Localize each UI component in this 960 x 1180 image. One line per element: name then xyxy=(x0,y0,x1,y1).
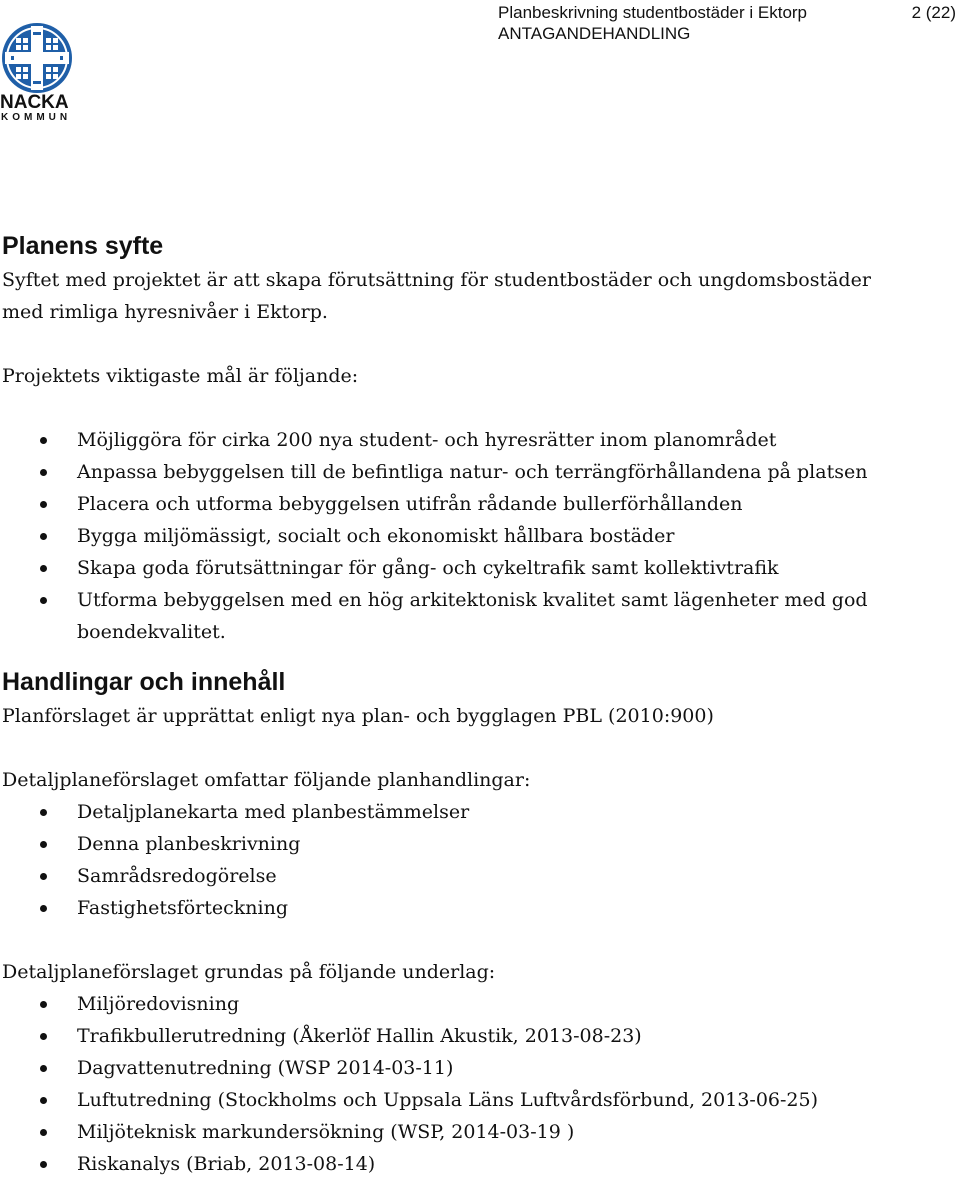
law-paragraph: Planförslaget är upprättat enligt nya plan- och bygglagen PBL (2010:900) xyxy=(2,705,714,727)
bullet-icon xyxy=(40,437,47,444)
list-item: Skapa goda förutsättningar för gång- och cykeltrafik samt kollektivtrafik xyxy=(2,552,952,584)
page-number: 2 (22) xyxy=(911,3,956,22)
bullet-icon xyxy=(40,873,47,880)
bullet-icon xyxy=(40,565,47,572)
list-item: Placera och utforma bebyggelsen utifrån rådande bullerförhållanden xyxy=(2,488,952,520)
list-item: Anpassa bebyggelsen till de befintliga natur- och terrängförhållandena på platsen xyxy=(2,456,952,488)
basis-list xyxy=(2,988,952,1180)
bullet-icon xyxy=(40,597,47,604)
document-status: ANTAGANDEHANDLING xyxy=(498,24,691,43)
bullet-icon xyxy=(40,1033,47,1040)
bullet-icon xyxy=(40,533,47,540)
list-item: Fastighetsförteckning xyxy=(2,892,952,924)
bullet-icon xyxy=(40,1129,47,1136)
list-item: Miljöredovisning xyxy=(2,988,952,1020)
basis-intro: Detaljplaneförslaget grundas på följande underlag: xyxy=(2,961,496,983)
bullet-icon xyxy=(40,905,47,912)
docs-intro: Detaljplaneförslaget omfattar följande planhandlingar: xyxy=(2,769,531,791)
bullet-icon xyxy=(40,1001,47,1008)
list-item: Möjliggöra för cirka 200 nya student- och hyresrätter inom planområdet xyxy=(2,424,952,456)
bullet-icon xyxy=(40,1161,47,1168)
list-item: Miljöteknisk markundersökning (WSP, 2014-03-19 ) xyxy=(2,1116,952,1148)
bullet-icon xyxy=(40,1097,47,1104)
section-heading-planens-syfte: Planens syfte xyxy=(2,232,164,260)
intro-paragraph-line1: Syftet med projektet är att skapa förutsättning för studentbostäder och ungdomsbostäder xyxy=(2,269,871,291)
bullet-icon xyxy=(40,469,47,476)
list-item-continuation: boendekvalitet. xyxy=(77,621,226,643)
document-title: Planbeskrivning studentbostäder i Ektorp xyxy=(498,3,808,22)
section-heading-handlingar: Handlingar och innehåll xyxy=(2,668,286,696)
bullet-icon xyxy=(40,809,47,816)
logo-subtitle: KOMMUN xyxy=(1,112,72,123)
list-item: Riskanalys (Briab, 2013-08-14) xyxy=(2,1148,952,1180)
logo-name: NACKA xyxy=(0,92,69,113)
goals-intro: Projektets viktigaste mål är följande: xyxy=(2,365,359,387)
list-item: Samrådsredogörelse xyxy=(2,860,952,892)
list-item: Luftutredning (Stockholms och Uppsala Läns Luftvårdsförbund, 2013-06-25) xyxy=(2,1084,952,1116)
bullet-icon xyxy=(40,1065,47,1072)
list-item: Trafikbullerutredning (Åkerlöf Hallin Akustik, 2013-08-23) xyxy=(2,1020,952,1052)
list-item: Denna planbeskrivning xyxy=(2,828,952,860)
list-item: Bygga miljömässigt, socialt och ekonomiskt hållbara bostäder xyxy=(2,520,952,552)
list-item: Dagvattenutredning (WSP 2014-03-11) xyxy=(2,1052,952,1084)
docs-list xyxy=(2,796,952,924)
document-body xyxy=(2,228,952,1180)
goals-list xyxy=(2,424,952,648)
bullet-icon xyxy=(40,841,47,848)
intro-paragraph-line2: med rimliga hyresnivåer i Ektorp. xyxy=(2,301,328,323)
list-item: Detaljplanekarta med planbestämmelser xyxy=(2,796,952,828)
bullet-icon xyxy=(40,501,47,508)
list-item: Utforma bebyggelsen med en hög arkitektonisk kvalitet samt lägenheter med god xyxy=(2,584,952,616)
